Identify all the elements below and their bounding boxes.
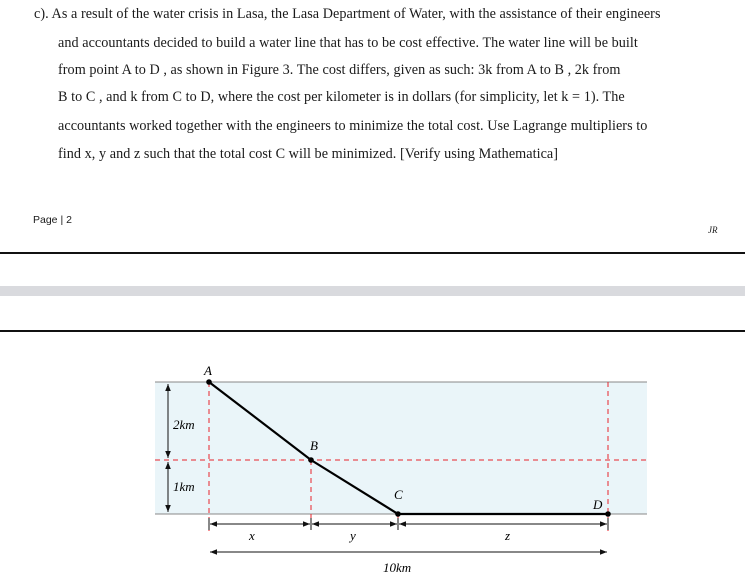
- problem-line-2: and accountants decided to build a water line that has to be cost effective. The water line will be built: [58, 35, 638, 51]
- problem-line-5: accountants worked together with the engineers to minimize the total cost. Use Lagrange multipliers to: [58, 118, 648, 134]
- problem-line-3: from point A to D , as shown in Figure 3. The cost differs, given as such: 3k from A to B , 2k from: [58, 62, 621, 78]
- point-b-label: B: [310, 438, 318, 453]
- depth-lower-label: 1km: [173, 479, 195, 494]
- point-a: [206, 379, 212, 385]
- point-a-label: A: [204, 363, 212, 378]
- problem-line-6: find x, y and z such that the total cost C will be minimized. [Verify using Mathematica]: [58, 146, 559, 162]
- segment-y-label: y: [350, 528, 356, 543]
- footer-page-number: Page | 2: [33, 214, 72, 226]
- total-width-label: 10km: [383, 560, 412, 575]
- segment-z-label: z: [505, 528, 511, 543]
- point-c: [395, 511, 401, 517]
- figure-3: [0, 332, 745, 577]
- point-c-label: C: [394, 487, 403, 502]
- problem-line-4: B to C , and k from C to D, where the cost per kilometer is in dollars (for simplicity, let k = 1). The: [58, 89, 625, 105]
- problem-line-1: c). As a result of the water crisis in Lasa, the Lasa Department of Water, with the assistance of their engineers: [34, 6, 661, 22]
- page-gap-band: [0, 286, 745, 296]
- point-d-label: D: [593, 497, 603, 512]
- point-b: [308, 457, 314, 463]
- document-page-top: [0, 0, 745, 252]
- depth-upper-label: 2km: [173, 417, 195, 432]
- segment-dimensions: [209, 518, 608, 530]
- footer-initials: JR: [708, 225, 718, 235]
- point-d: [605, 511, 611, 517]
- segment-x-label: x: [249, 528, 255, 543]
- figure-svg: [0, 332, 745, 577]
